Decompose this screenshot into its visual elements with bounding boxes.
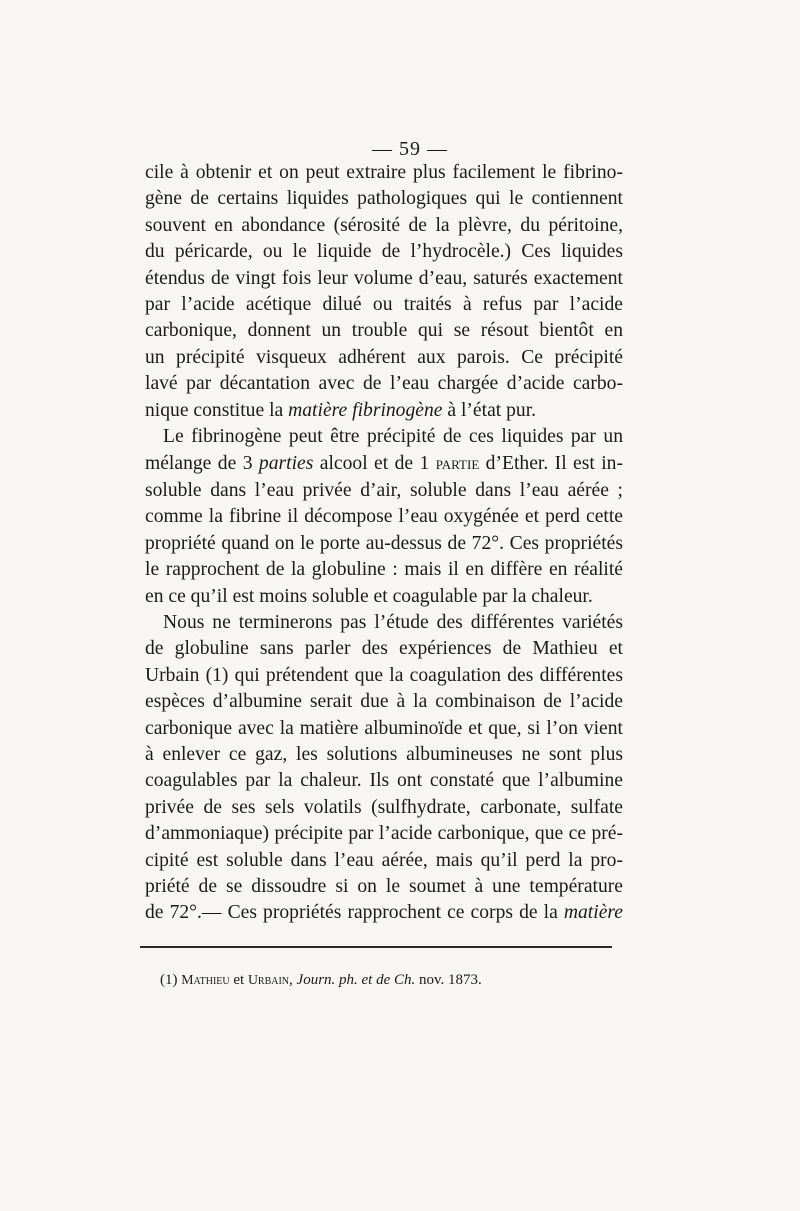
text-run: à l’état pur.: [442, 399, 537, 421]
footnote-divider: [140, 946, 612, 948]
text-line: propriété quand on le porte au-dessus de 72°. Ces propriétés: [145, 532, 623, 554]
text-run: ,: [289, 972, 297, 988]
body-text: [145, 160, 623, 927]
text-line: comme la fibrine il décompose l’eau oxygénée et perd cette: [145, 506, 623, 528]
footnote: [160, 972, 482, 989]
footnote-journal: Journ. ph. et de Ch.: [296, 972, 416, 988]
text-line: de globuline sans parler des expériences de Mathieu et: [145, 638, 623, 660]
text-line: étendus de vingt fois leur volume d’eau, saturés exactement: [145, 267, 623, 289]
emphasis: parties: [258, 453, 314, 475]
footnote-author: Mathieu: [181, 972, 230, 987]
emphasis: matière fibrinogène: [288, 399, 443, 421]
paragraph-1: [145, 160, 623, 424]
text-line: en ce qu’il est moins soluble et coagulable par la chaleur.: [145, 585, 593, 607]
text-run: alcool et de 1: [313, 453, 436, 475]
text-line: par l’acide acétique dilué ou traités à refus par l’acide: [145, 294, 623, 316]
text-line: un précipité visqueux adhérent aux parois. Ce précipité: [145, 346, 623, 368]
text-line: [145, 450, 623, 477]
text-line: carbonique, donnent un trouble qui se résout bientôt en: [145, 320, 623, 342]
text-line: cipité est soluble dans l’eau aérée, mais qu’il perd la pro-: [145, 849, 623, 871]
paragraph-3: [145, 610, 623, 927]
text-line: Urbain (1) qui prétendent que la coagulation des différentes: [145, 664, 623, 686]
footnote-author: Urbain: [247, 972, 290, 987]
text-line: d’ammoniaque) précipite par l’acide carbonique, que ce pré-: [145, 823, 623, 845]
text-line: lavé par décantation avec de l’eau chargée d’acide carbo-: [145, 373, 623, 395]
text-run: et: [229, 972, 248, 988]
page-number: — 59 —: [372, 138, 448, 160]
text-run: de 72°.— Ces propriétés rapprochent ce corps de la: [145, 902, 564, 924]
text-line: privée de ses sels volatils (sulfhydrate, carbonate, sulfate: [145, 796, 623, 818]
text-line: souvent en abondance (sérosité de la plèvre, du péritoine,: [145, 214, 623, 236]
text-line: Le fibrinogène peut être précipité de ces liquides par un: [163, 426, 623, 448]
text-line: du péricarde, ou le liquide de l’hydrocèle.) Ces liquides: [145, 241, 623, 263]
text-line: à enlever ce gaz, les solutions albumineuses ne sont plus: [145, 743, 623, 765]
footnote-marker: (1): [160, 972, 182, 988]
text-run: d’Ether. Il est in-: [479, 453, 623, 475]
text-line: le rapprochent de la globuline : mais il en diffère en réalité: [145, 559, 623, 581]
footnote-date: nov. 1873.: [415, 972, 482, 988]
paragraph-2: [145, 424, 623, 610]
text-run: nique constitue la: [145, 399, 289, 421]
text-line: [145, 398, 623, 424]
text-line: [145, 900, 623, 926]
small-caps: partie: [435, 453, 480, 474]
text-line: soluble dans l’eau privée d’air, soluble dans l’eau aérée ;: [145, 479, 623, 501]
text-line: carbonique avec la matière albuminoïde et que, si l’on vient: [145, 717, 623, 739]
emphasis: matière: [563, 902, 623, 924]
text-line: Nous ne terminerons pas l’étude des différentes variétés: [163, 611, 623, 633]
text-line: espèces d’albumine serait due à la combinaison de l’acide: [145, 691, 623, 713]
text-run: mélange de 3: [145, 453, 259, 475]
text-line: priété de se dissoudre si on le soumet à une température: [145, 875, 623, 897]
text-line: coagulables par la chaleur. Ils ont constaté que l’albumine: [145, 770, 623, 792]
text-line: cile à obtenir et on peut extraire plus facilement le fibrino-: [145, 162, 623, 183]
text-line: gène de certains liquides pathologiques qui le contiennent: [145, 188, 623, 210]
